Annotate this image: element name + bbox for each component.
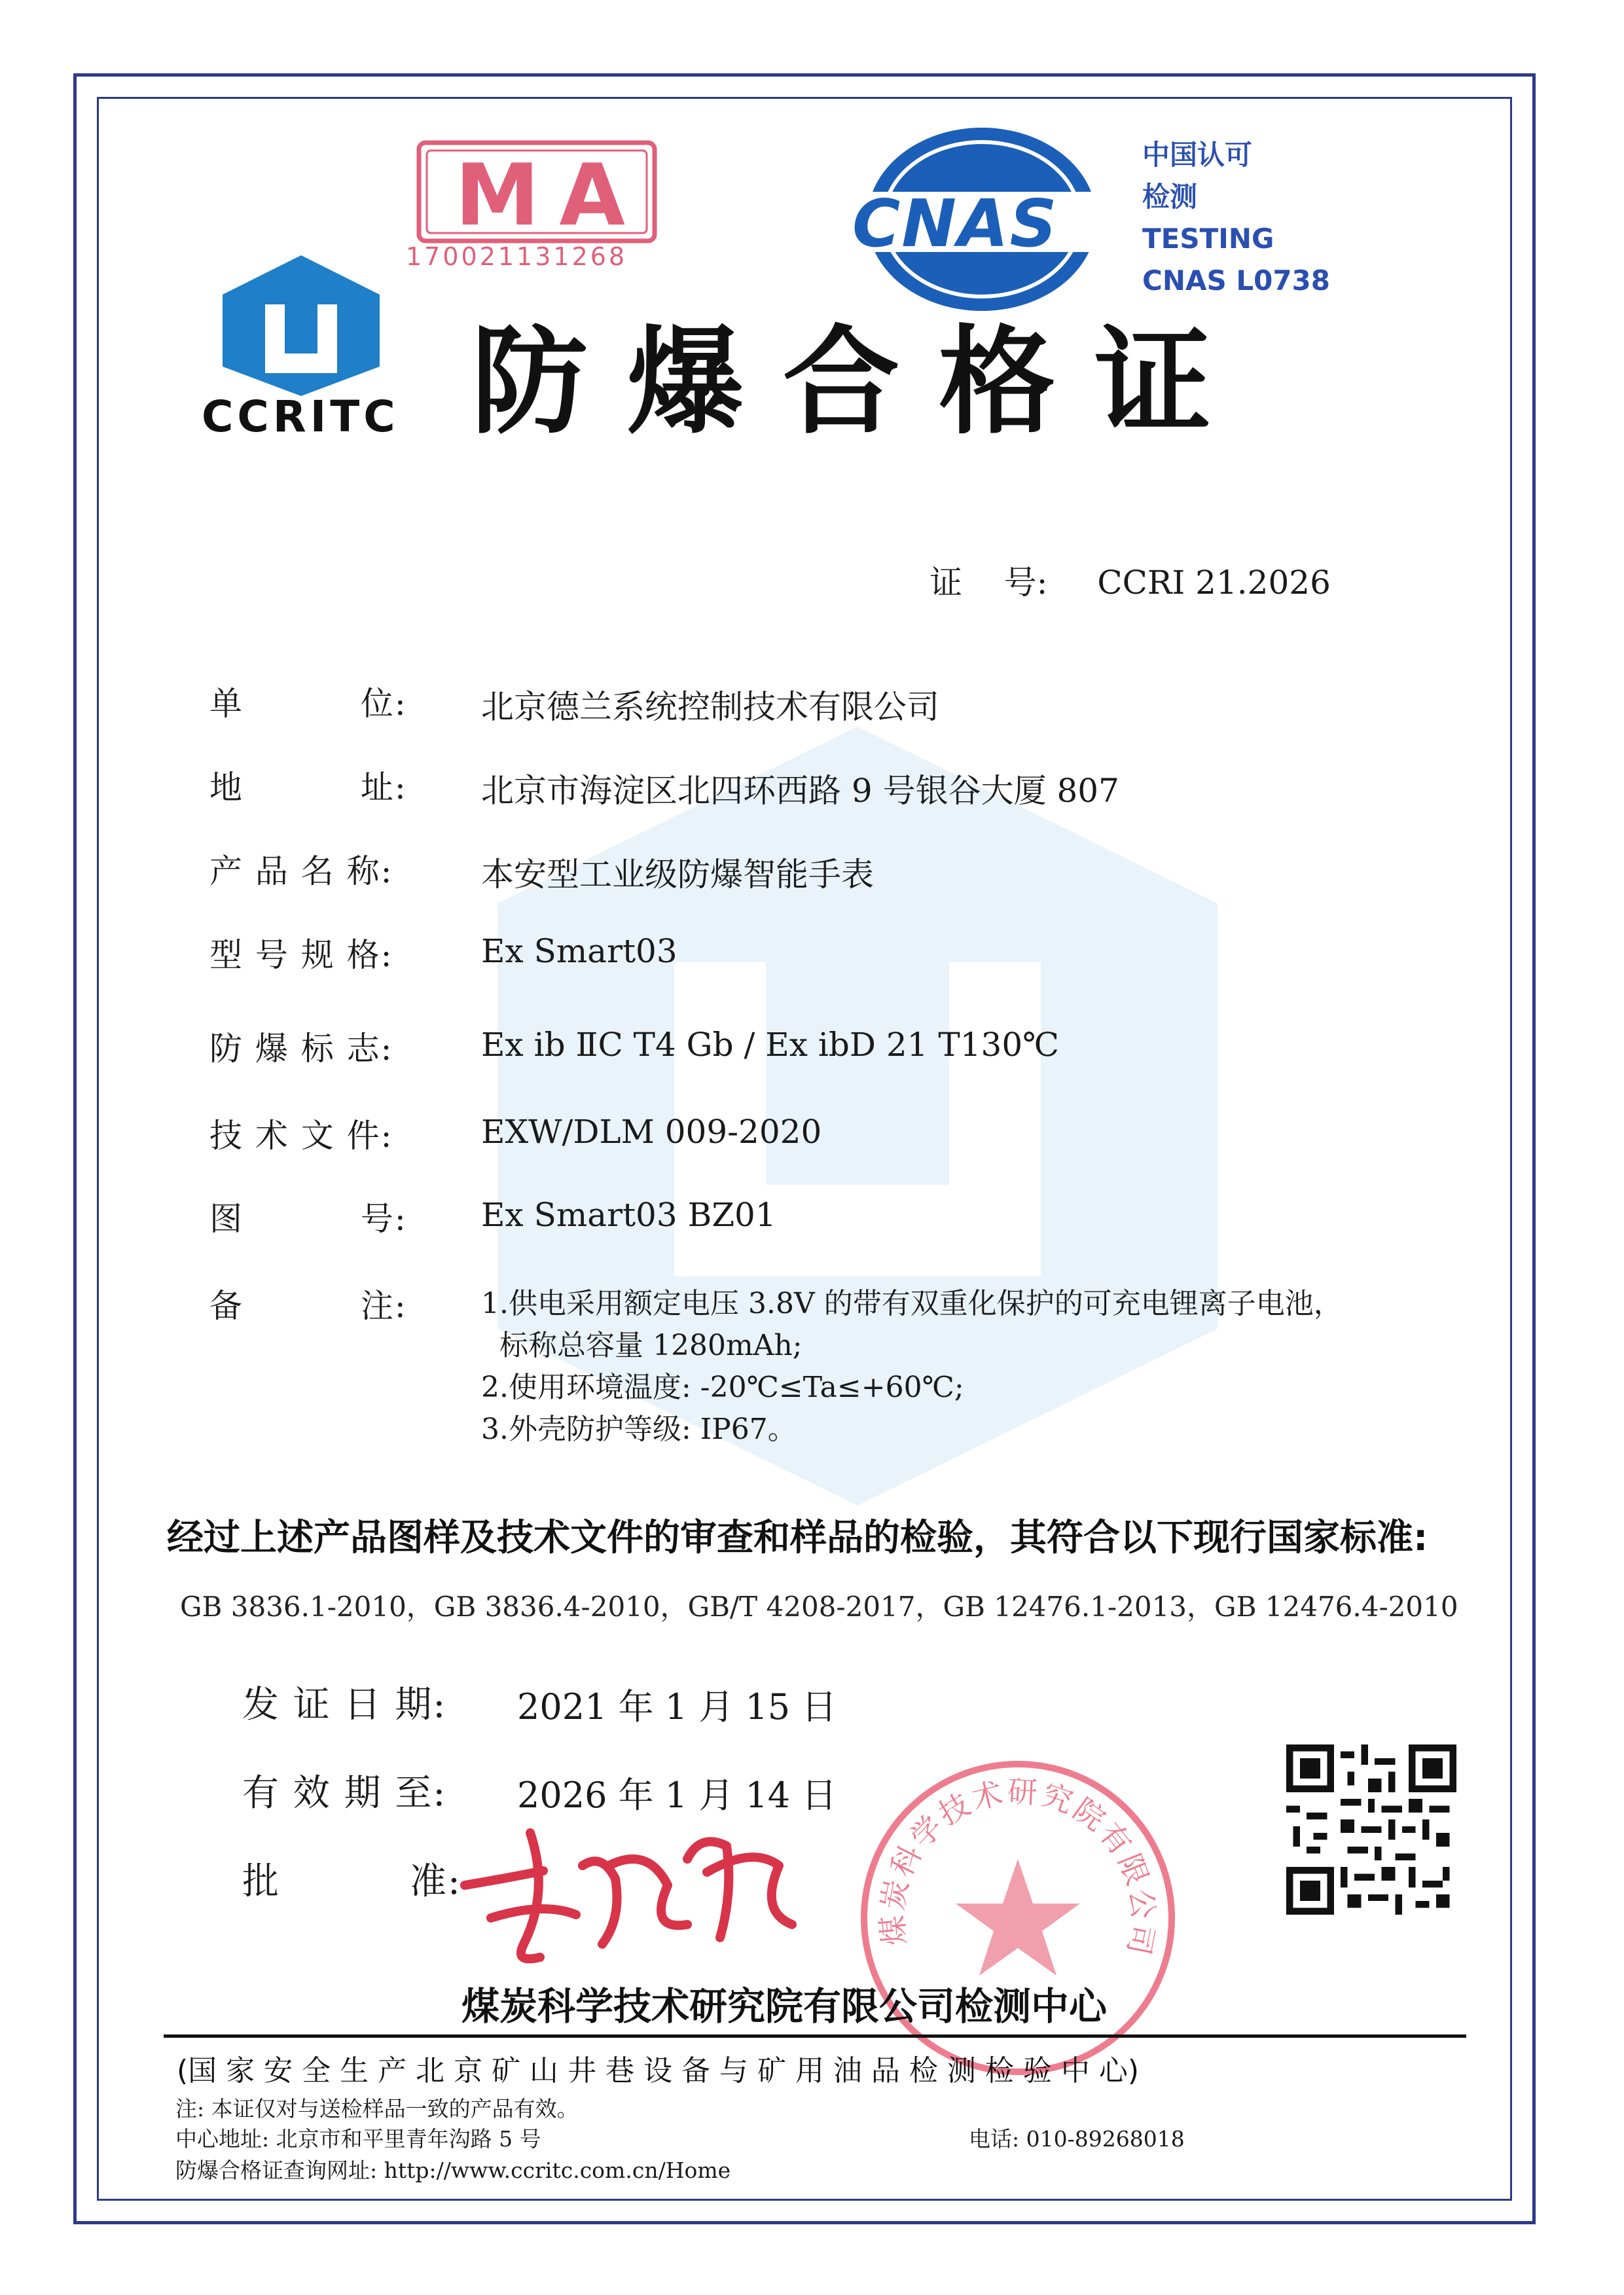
ccritc-logo-text: CCRITC (202, 391, 399, 442)
footer-note: 注: 本证仅对与送检样品一致的产品有效。 (175, 2096, 579, 2122)
field-label-technical-document: 技 术 文 件: (209, 1117, 393, 1155)
approval-label: 批 准: (242, 1860, 461, 1903)
field-label-drawing-number: 图 号: (209, 1200, 407, 1238)
field-value-model: Ex Smart03 (481, 932, 677, 970)
field-value-drawing-number: Ex Smart03 BZ01 (481, 1196, 776, 1234)
note-line-3: 2.使用环境温度: -20℃≤Ta≤+60℃; (481, 1371, 964, 1404)
field-label-product-name: 产 品 名 称: (209, 852, 393, 890)
certificate-number-value: CCRI 21.2026 (1097, 564, 1331, 602)
field-value-ex-marking: Ex ib ⅡC T4 Gb / Ex ibD 21 T130℃ (481, 1026, 1060, 1064)
organization-subtitle: (国 家 安 全 生 产 北 京 矿 山 井 巷 设 备 与 矿 用 油 品 检 测 检 验 中 心) (177, 2054, 1140, 2087)
cma-logo-text: MA (455, 145, 645, 245)
svg-text:煤炭科学技术研究院有限公司检测中心: 煤炭科学技术研究院有限公司 (874, 1773, 1162, 1961)
valid-until-value: 2026 年 1 月 14 日 (517, 1775, 837, 1816)
cnas-label-line-1: 中国认可 (1142, 139, 1253, 171)
issue-date-label: 发 证 日 期: (242, 1684, 447, 1726)
issue-date-value: 2021 年 1 月 15 日 (517, 1686, 837, 1727)
compliance-statement: 经过上述产品图样及技术文件的审查和样品的检验，其符合以下现行国家标准: (167, 1517, 1428, 1559)
note-line-1: 1.供电采用额定电压 3.8V 的带有双重化保护的可充电锂离子电池， (481, 1287, 1343, 1320)
certificate-number-label: 证 号: (929, 564, 1048, 602)
field-value-unit: 北京德兰系统控制技术有限公司 (481, 688, 939, 726)
official-seal-icon (854, 1754, 1182, 2082)
cnas-logo-text: CNAS (852, 185, 1058, 262)
field-label-unit: 单 位: (209, 685, 407, 723)
qr-code-icon[interactable] (1286, 1744, 1456, 1915)
official-seal (854, 1754, 1182, 2082)
field-label-model: 型 号 规 格: (209, 936, 393, 974)
field-label-ex-marking: 防 爆 标 志: (209, 1030, 393, 1068)
valid-until-label: 有 效 期 至: (242, 1772, 447, 1815)
cnas-accreditation-label (1142, 134, 1330, 302)
footer-divider (164, 2034, 1466, 2038)
footer-query-url[interactable]: 防爆合格证查询网址: http://www.ccritc.com.cn/Home (175, 2158, 731, 2183)
ccritc-shield-icon (196, 249, 406, 399)
cnas-label-line-4: CNAS L0738 (1142, 264, 1331, 297)
field-value-product-name: 本安型工业级防爆智能手表 (481, 856, 874, 894)
cnas-label-line-2: 检测 (1142, 181, 1198, 213)
field-value-technical-document: EXW/DLM 009-2020 (481, 1113, 822, 1151)
certificate-number-row (929, 556, 1331, 604)
certificate-title: 防爆合格证 (471, 314, 1250, 450)
field-value-address: 北京市海淀区北四环西路 9 号银谷大厦 807 (481, 772, 1119, 810)
footer-address: 中心地址: 北京市和平里青年沟路 5 号 (175, 2126, 541, 2152)
standards-list: GB 3836.1-2010，GB 3836.4-2010，GB/T 4208-2017，GB 12476.1-2013，GB 12476.4-2010 (180, 1591, 1458, 1623)
cma-stamp (393, 137, 681, 271)
notes-list (481, 1283, 1343, 1451)
note-line-2: 标称总容量 1280mAh; (499, 1329, 803, 1362)
cma-number: 170021131268 (406, 242, 628, 271)
issuing-organization: 煤炭科学技术研究院有限公司检测中心 (461, 1984, 1108, 2029)
ccritc-logo (196, 249, 406, 445)
cnas-label-line-3: TESTING (1142, 223, 1274, 255)
note-line-4: 3.外壳防护等级: IP67。 (481, 1413, 797, 1446)
footer-phone: 电话: 010-89268018 (969, 2126, 1185, 2152)
signature-icon (452, 1794, 818, 1970)
field-label-address: 地 址: (209, 768, 407, 806)
field-label-notes: 备 注: (209, 1287, 407, 1325)
